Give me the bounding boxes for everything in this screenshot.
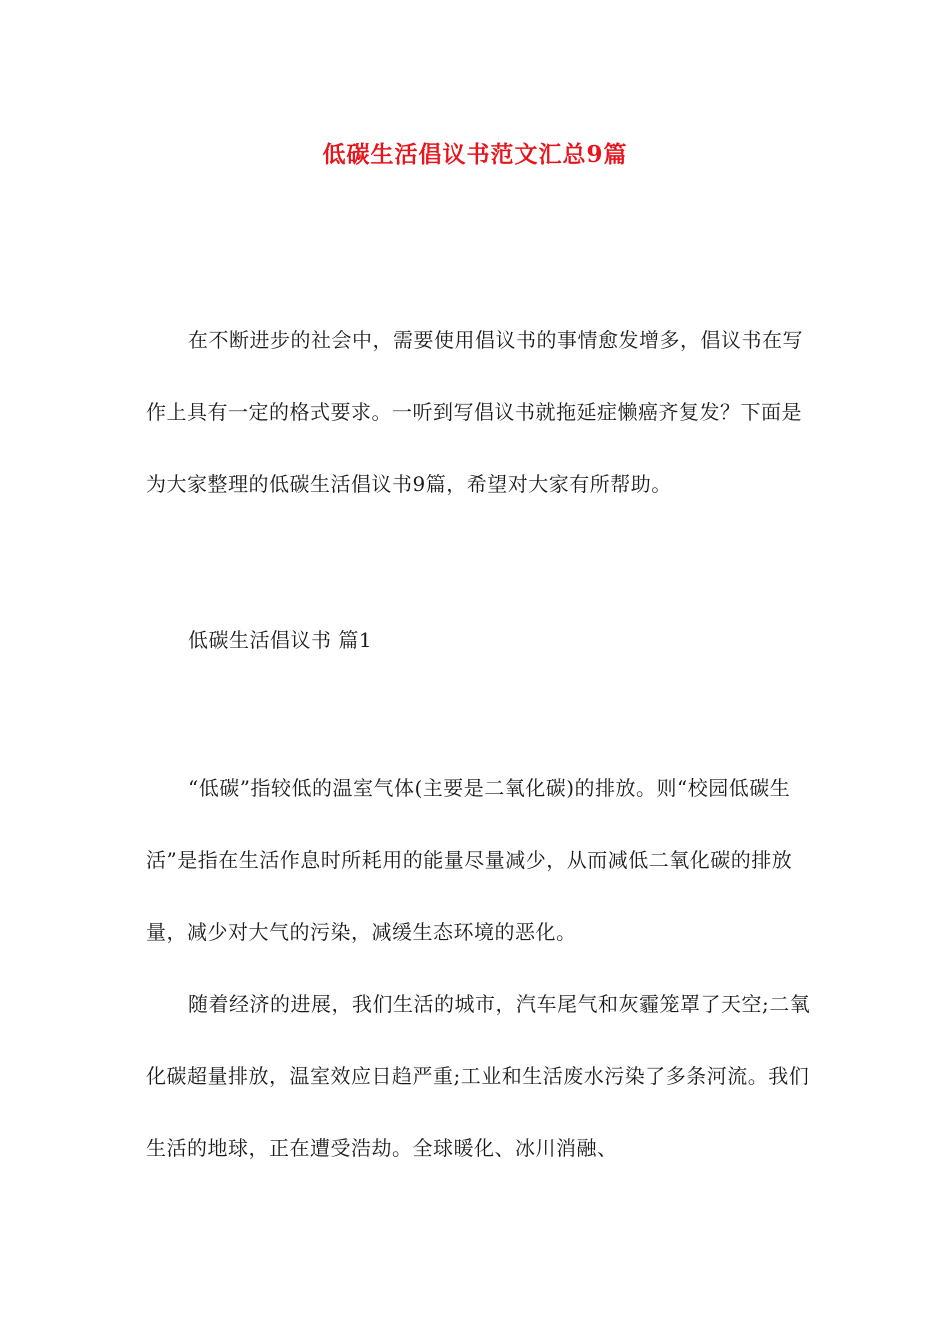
body-paragraph-2: 随着经济的进展，我们生活的城市，汽车尾气和灰霾笼罩了天空;二氧化碳超量排放，温室效应日趋严重;工业和生活废水污染了多条河流。我们生活的地球，正在遭受浩劫。全球暖化、冰川消融、 — [146, 992, 811, 1160]
body-paragraph-1: “低碳”指较低的温室气体(主要是二氧化碳)的排放。则“校园低碳生活”是指在生活作息时所耗用的能量尽量减少，从而减低二氧化碳的排放量，减少对大气的污染，减缓生态环境的恶化。 — [146, 776, 793, 944]
document-title: 低碳生活倡议书范文汇总9篇 — [322, 141, 628, 168]
intro-paragraph: 在不断进步的社会中，需要使用倡议书的事情愈发增多，倡议书在写作上具有一定的格式要求。一听到写倡议书就拖延症懒癌齐复发？下面是为大家整理的低碳生活倡议书9篇，希望对大家有所帮助。 — [146, 328, 803, 496]
section-heading: 低碳生活倡议书 篇1 — [188, 628, 373, 652]
